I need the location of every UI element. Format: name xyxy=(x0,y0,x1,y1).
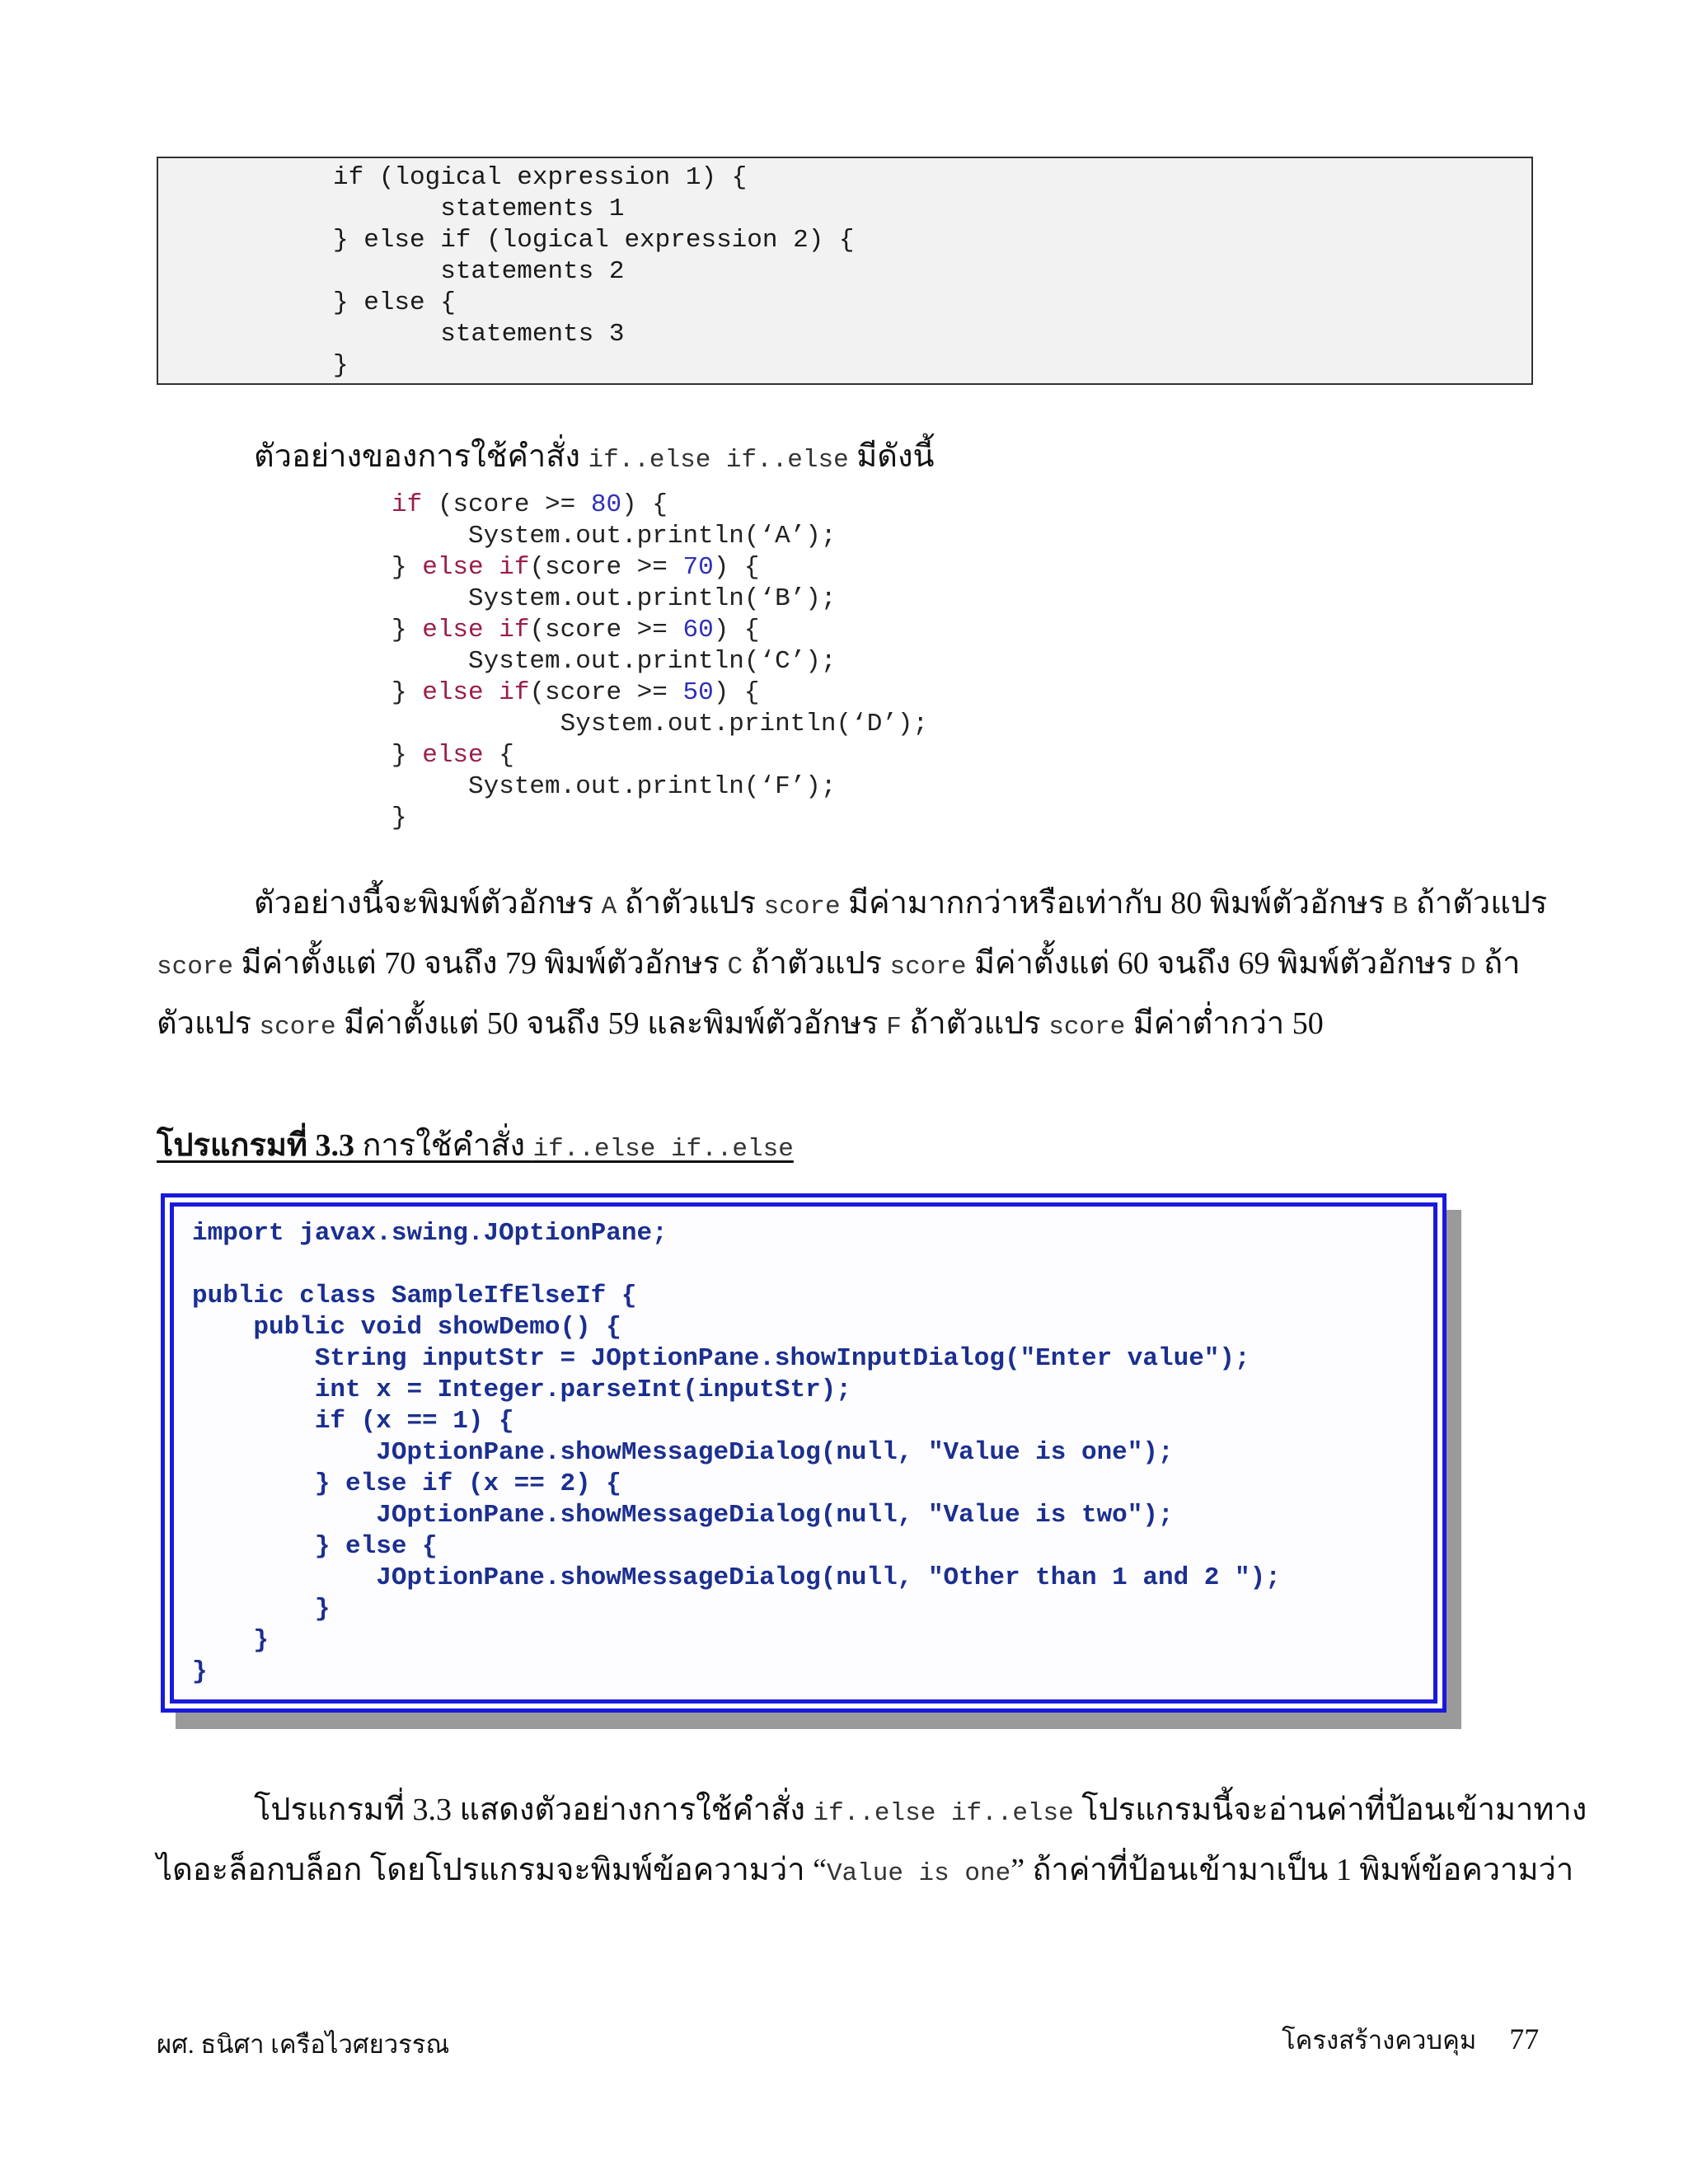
program-heading-number: โปรแกรมที่ 3.3 xyxy=(157,1128,354,1163)
body-text: มีค่าตั้งแต่ 50 จนถึง 59 และพิมพ์ตัวอักษร xyxy=(335,1006,887,1041)
program-code-line: JOptionPane.showMessageDialog(null, "Other than 1 and 2 "); xyxy=(192,1563,1281,1592)
example-code-line: } xyxy=(392,804,407,832)
syntax-code-line: } else if (logical expression 2) { xyxy=(333,226,855,255)
program-code-box xyxy=(161,1193,1447,1713)
program-code-line: JOptionPane.showMessageDialog(null, "Value is two"); xyxy=(192,1501,1174,1530)
body-text: มีค่าต่ำกว่า 50 xyxy=(1125,1006,1324,1041)
body-text: ตัวแปร xyxy=(157,1006,260,1041)
body-text: ถ้าตัวแปร xyxy=(901,1006,1049,1041)
body-text: ตัวอย่างนี้จะพิมพ์ตัวอักษร xyxy=(254,886,602,921)
inline-code: C xyxy=(727,953,743,982)
explanation-line-1 xyxy=(254,874,1547,937)
example-code-line: System.out.println(‘B’); xyxy=(392,584,837,613)
explanation-line-2 xyxy=(157,934,1520,997)
inline-code: B xyxy=(1392,893,1409,921)
program-code-line: } xyxy=(192,1626,270,1655)
example-intro-code: if..else if..else xyxy=(588,446,849,475)
body-text: โปรแกรมนี้จะอ่านค่าที่ป้อนเข้ามาทาง xyxy=(1073,1793,1587,1827)
syntax-code-line: } else { xyxy=(333,288,456,317)
inline-code: Value is one xyxy=(826,1859,1011,1888)
syntax-code-line: statements 2 xyxy=(333,257,625,286)
program-code-line: String inputStr = JOptionPane.showInputDialog("Enter value"); xyxy=(192,1344,1250,1373)
syntax-code-line: statements 3 xyxy=(333,320,625,349)
program-code-line: public class SampleIfElseIf { xyxy=(192,1282,637,1310)
body-text: ถ้าตัวแปร xyxy=(617,886,764,921)
program-heading-code: if..else if..else xyxy=(532,1135,794,1164)
program-code-line: public void showDemo() { xyxy=(192,1313,621,1342)
inline-code: A xyxy=(601,893,617,921)
inline-code: if..else if..else xyxy=(813,1799,1074,1828)
program-code-line: } else if (x == 2) { xyxy=(192,1469,621,1498)
example-intro xyxy=(254,427,935,490)
program-heading xyxy=(157,1122,794,1173)
description-line-2 xyxy=(157,1840,1573,1904)
body-text: ไดอะล็อกบล็อก โดยโปรแกรมจะพิมพ์ข้อความว่า “ xyxy=(157,1853,827,1887)
program-code xyxy=(192,1218,1281,1688)
body-text: มีค่ามากกว่าหรือเท่ากับ 80 พิมพ์ตัวอักษร xyxy=(840,886,1393,921)
body-text: มีค่าตั้งแต่ 70 จนถึง 79 พิมพ์ตัวอักษร xyxy=(233,946,728,981)
footer-author: ผศ. ธนิศา เครือไวศยวรรณ xyxy=(157,2030,450,2059)
body-text: โปรแกรมที่ 3.3 แสดงตัวอย่างการใช้คำสั่ง xyxy=(254,1793,814,1827)
explanation-line-3 xyxy=(157,994,1324,1057)
program-code-line: } xyxy=(192,1595,331,1624)
program-code-line: import javax.swing.JOptionPane; xyxy=(192,1219,668,1248)
example-code-line: System.out.println(‘D’); xyxy=(392,710,929,738)
inline-code: score xyxy=(259,1013,336,1042)
body-text: ถ้าตัวแปร xyxy=(1408,886,1548,921)
footer-right xyxy=(1282,2019,1539,2060)
example-code-line: System.out.println(‘F’); xyxy=(392,772,837,801)
syntax-code-line: } xyxy=(333,351,349,380)
syntax-code-line: if (logical expression 1) { xyxy=(333,163,748,192)
inline-code: score xyxy=(1048,1013,1126,1042)
syntax-code-box xyxy=(157,157,1533,385)
example-intro-suffix: มีดังนี้ xyxy=(856,439,935,474)
syntax-code xyxy=(333,162,855,382)
syntax-code-line: statements 1 xyxy=(333,194,625,223)
inline-code: score xyxy=(763,893,841,921)
program-code-line: if (x == 1) { xyxy=(192,1407,514,1436)
program-code-line: JOptionPane.showMessageDialog(null, "Value is one"); xyxy=(192,1438,1174,1467)
example-code xyxy=(392,490,928,834)
program-code-inner-frame xyxy=(170,1202,1437,1704)
program-heading-text: การใช้คำสั่ง xyxy=(354,1128,533,1163)
inline-code: score xyxy=(157,953,234,982)
example-code-line: } else { xyxy=(392,741,514,770)
inline-code: F xyxy=(886,1013,902,1042)
footer-chapter: โครงสร้างควบคุม xyxy=(1282,2026,1477,2055)
body-text: ถ้า xyxy=(1475,946,1521,981)
program-code-line: } xyxy=(192,1657,208,1686)
example-code-line: } else if(score >= 60) { xyxy=(392,616,760,644)
example-intro-text: ตัวอย่างของการใช้คำสั่ง xyxy=(254,439,580,474)
example-code-line: } else if(score >= 70) { xyxy=(392,553,760,582)
example-code-line: System.out.println(‘C’); xyxy=(392,647,837,676)
example-code-line: System.out.println(‘A’); xyxy=(392,522,837,551)
example-code-line: } else if(score >= 50) { xyxy=(392,678,760,707)
body-text: มีค่าตั้งแต่ 60 จนถึง 69 พิมพ์ตัวอักษร xyxy=(966,946,1461,981)
example-code-line: if (score >= 80) { xyxy=(392,490,668,519)
inline-code: score xyxy=(889,953,967,982)
page-number: 77 xyxy=(1509,2022,1540,2055)
description-line-1 xyxy=(254,1780,1587,1844)
inline-code: D xyxy=(1460,953,1476,982)
body-text: ถ้าตัวแปร xyxy=(743,946,890,981)
body-text: ” ถ้าค่าที่ป้อนเข้ามาเป็น 1 พิมพ์ข้อความว่า xyxy=(1010,1853,1574,1887)
program-code-line: } else { xyxy=(192,1532,438,1561)
program-code-line: int x = Integer.parseInt(inputStr); xyxy=(192,1376,851,1404)
